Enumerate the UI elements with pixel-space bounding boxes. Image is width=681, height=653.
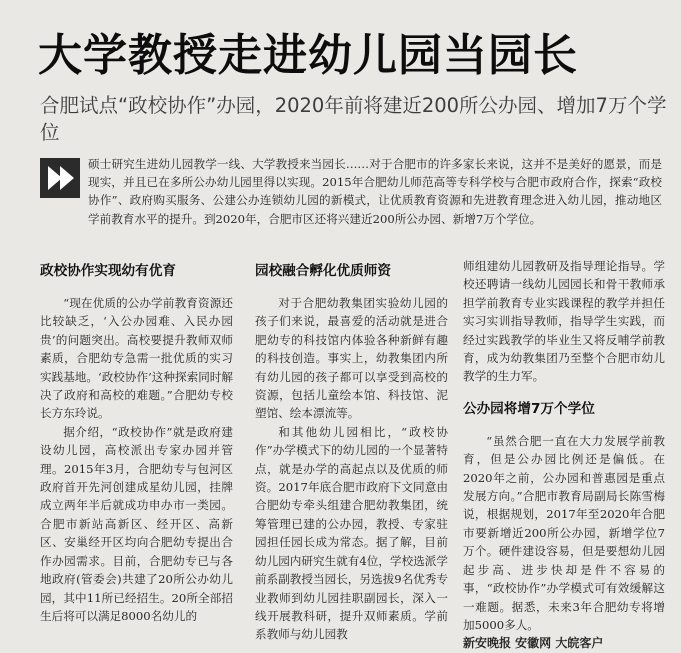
paragraph: 对于合肥幼教集团实验幼儿园的孩子们来说，最喜爱的活动就是进合肥幼专的科技馆内体验各种新鲜有趣的科技创造。事实上，幼教集团内所有幼儿园的孩子都可以享受到高校的资源，包括儿童绘本馆、科技馆、泥塑馆、绘本漂流等。 xyxy=(255,296,448,421)
paragraph: 师组建幼儿园教研及指导理论指导。学校还聘请一线幼儿园园长和骨干教师承担学前教育专业实践课程的教学并担任实习实训指导教师，指导学生实践，而经过实践教学的毕业生又将反哺学前教育，成为幼教集团乃至整个合肥市幼儿教学的生力军。 xyxy=(463,259,665,384)
lead-paragraph: 硕士研究生进幼儿园教学一线、大学教授来当园长……对于合肥市的许多家长来说，这并不是美好的愿景，而是现实，并且已在多所公办幼儿园里得以实现。2015年合肥幼儿师范高等专科学校与合肥市政府合作，探索“政校协作”、政府购买服务、公建公办连锁幼儿园的新模式，让优质教育资源和先进教育理念进入幼儿园，推动地区学前教育水平的提升。到2020年，合肥市区还将兴建近200所公办园、新增7万个学位。 xyxy=(88,157,662,226)
section-heading: 公办园将增7万个学位 xyxy=(463,400,595,417)
source-credit: 新安晚报 安徽网 大皖客户 xyxy=(463,636,604,651)
headline: 大学教授走进幼儿园当园长 xyxy=(38,30,578,81)
paragraph: “现在优质的公办学前教育资源还比较缺乏，‘入公办园难、入民办园贵’的问题突出。高校要提升教师双师素质，合肥幼专急需一批优质的实习实践基地。‘政校协作’这种探索同时解决了政府和高校的难题。”合肥幼专校长方东玲说。 xyxy=(40,296,233,421)
section-heading: 政校协作实现幼有优育 xyxy=(40,263,176,279)
column-3 xyxy=(463,257,665,653)
column-1 xyxy=(40,262,233,625)
paragraph: “虽然合肥一直在大力发展学前教育，但是公办园比例还是偏低。在2020年之前，公办园和普惠园是重点发展方向。”合肥市教育局副局长陈雪梅说，根据规划，2017年至2020年合肥市要新增近200所公办园，新增学位7万个。硬件建设容易，但是要想幼儿园起步高、进步快却是件不容易的事，“政校协作”办学模式可有效缓解这一难题。据悉，未来3年合肥幼专将增加5000多人。 xyxy=(463,433,665,632)
play-arrow-icon xyxy=(40,158,80,198)
column-2 xyxy=(255,262,448,644)
paragraph: 和其他幼儿园相比，“政校协作”办学模式下的幼儿园的一个显著特点，就是办学的高起点以及优质的师资。2017年底合肥市政府下文同意由合肥幼专牵头组建合肥幼教集团，统筹管理已建的公办园，教授、专家驻园担任园长成为常态。据了解，目前幼儿园内研究生就有4位，学校选派学前系副教授当园长，另选拔9名优秀专业教师到幼儿园挂职副园长，深入一线开展教科研，提升双师素质。学前系教师与幼儿园教 xyxy=(255,424,448,642)
paragraph: 据介绍，“政校协作”就是政府建设幼儿园，高校派出专家办园并管理。2015年3月，合肥幼专与包河区政府首开先河创建成星幼儿园，挂牌成立两年半后就成功申办市一类园。合肥市新站高新区、经开区、高新区、安巢经开区均向合肥幼专提出合作办园需求。目前，合肥幼专已与各地政府(管委会)共建了20所公办幼儿园，其中11所已经招生。20所全部招生后将可以满足8000名幼儿的 xyxy=(40,424,233,623)
section-heading: 园校融合孵化优质师资 xyxy=(255,263,391,279)
subheadline: 合肥试点“政校协作”办园，2020年前将建近200所公办园、增加7万个学位 xyxy=(40,94,667,144)
